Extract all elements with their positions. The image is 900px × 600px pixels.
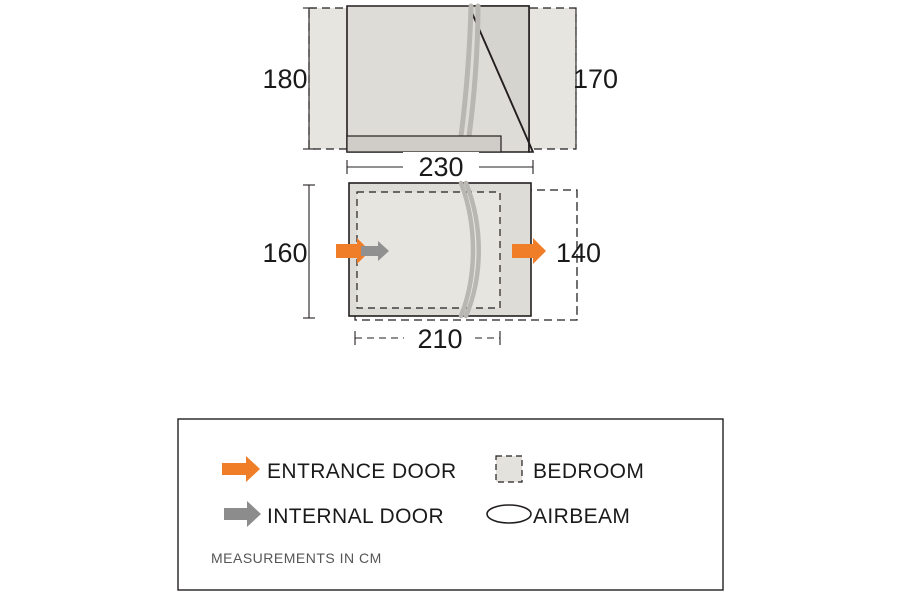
plan-width-label: 210: [417, 324, 463, 354]
legend-label-airbeam: AIRBEAM: [533, 505, 631, 528]
legend-panel: [178, 419, 723, 590]
side-width-label: 230: [418, 152, 464, 182]
side-height-left-label: 180: [262, 64, 308, 94]
legend-item-bedroom: [496, 456, 644, 483]
plan-depth-left-label: 160: [262, 238, 308, 268]
ellipse-icon: [487, 505, 531, 523]
side-elevation-view: [262, 6, 618, 182]
dashed-rectangle-icon: [496, 456, 522, 482]
legend-measurement-note: MEASUREMENTS IN CM: [211, 550, 382, 566]
side-height-right-label: 170: [573, 64, 619, 94]
legend-label-entrance-door: ENTRANCE DOOR: [267, 460, 457, 483]
legend-label-bedroom: BEDROOM: [533, 460, 645, 483]
plan-view: [262, 183, 601, 354]
legend-label-internal-door: INTERNAL DOOR: [267, 505, 445, 528]
plan-depth-right-label: 140: [556, 238, 602, 268]
side-ground-strip: [347, 136, 501, 152]
